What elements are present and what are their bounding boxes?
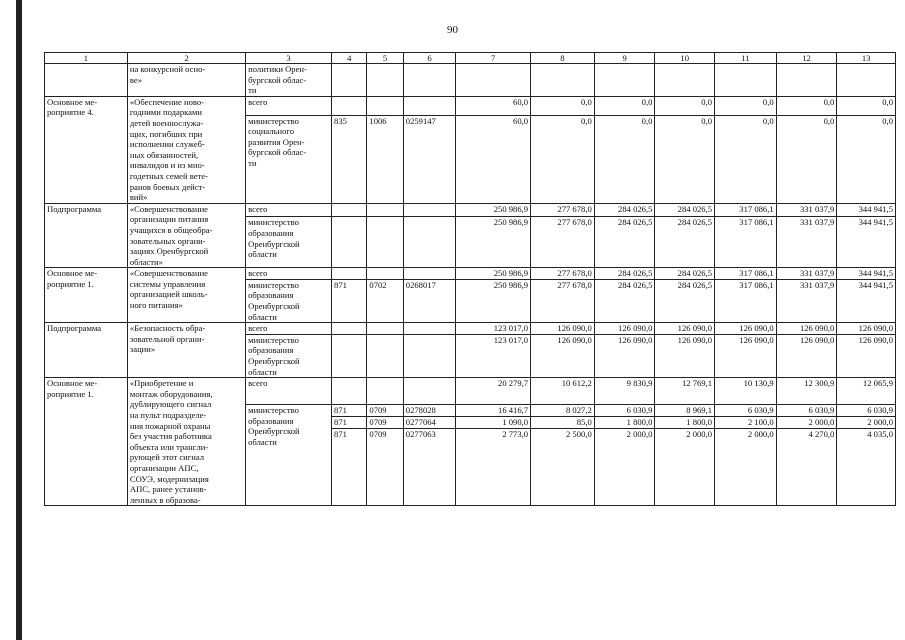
text-line: Основное ме- [47, 96, 98, 107]
sub-row-value: 0709 [367, 417, 402, 429]
text-line: Оренбургской [248, 238, 300, 249]
sub-row-value: 0277063 [405, 429, 436, 440]
total-value: 331 037,9 [776, 268, 837, 280]
sub-row-value: 6 030,9 [595, 405, 655, 417]
year-value [594, 217, 655, 268]
empty-cell [403, 323, 456, 335]
text-line: «Безопасность обра- [129, 323, 206, 334]
executor-name [246, 334, 332, 377]
sub-row-value: 871 [332, 417, 366, 429]
sub-row-value: 16 416,7 [456, 405, 530, 417]
year-value [837, 115, 896, 203]
year-value [531, 217, 595, 268]
sub-row-value: 284 026,5 [677, 279, 713, 290]
empty-cell [715, 64, 777, 97]
program-description [127, 96, 245, 203]
code-grbs [332, 334, 367, 377]
sub-row-value: 126 090,0 [739, 334, 774, 345]
text-line: области [248, 437, 277, 448]
text-line: без участия работника [129, 431, 212, 442]
program-description [127, 203, 245, 268]
year-value [776, 405, 837, 506]
year-value [715, 115, 777, 203]
text-line: ве» [129, 74, 142, 85]
text-line: монтаж оборудования, [129, 388, 213, 399]
sub-row-value: 1 800,0 [655, 417, 714, 429]
code-rzpr [367, 334, 403, 377]
year-value [655, 217, 715, 268]
program-description [127, 323, 245, 378]
empty-cell [332, 64, 367, 97]
continuation-row [45, 64, 896, 97]
total-label: всего [246, 378, 332, 405]
total-value: 277 678,0 [531, 268, 595, 280]
col-header: 12 [776, 53, 837, 64]
text-line: исполнении служеб- [129, 139, 205, 150]
year-value [837, 217, 896, 268]
total-value: 126 090,0 [531, 323, 595, 335]
col-header: 2 [127, 53, 245, 64]
empty-cell [594, 64, 655, 97]
program-description [127, 268, 245, 323]
continued-description [127, 64, 245, 97]
text-line: образования [248, 345, 294, 356]
sub-row-value: 0259147 [405, 115, 436, 126]
text-line: Оренбургской [248, 301, 300, 312]
sub-row-value: 2 000,0 [686, 429, 713, 440]
text-line: бургской облас- [248, 147, 307, 158]
text-line: ных обязанностей, [129, 149, 199, 160]
text-line: образования [248, 415, 294, 426]
text-line: щих, погибших при [129, 128, 203, 139]
year-value [776, 115, 837, 203]
program-label [45, 203, 128, 268]
year-value [776, 217, 837, 268]
text-line: министерство [248, 334, 299, 345]
total-row [45, 323, 896, 335]
year-value [655, 115, 715, 203]
total-value: 10 612,2 [531, 378, 595, 405]
sub-row-value: 284 026,5 [618, 279, 653, 290]
text-line: инвалидов и из мно- [129, 160, 205, 171]
text-line: роприятие 1. [47, 278, 94, 289]
executor-name [246, 115, 332, 203]
text-line: зовательных органи- [129, 235, 206, 246]
text-line: на пульт подразделе- [129, 410, 207, 420]
total-value: 0,0 [655, 96, 715, 115]
col-header: 11 [715, 53, 777, 64]
total-value: 317 086,1 [715, 203, 777, 217]
sub-row-value: 126 090,0 [618, 334, 653, 345]
text-line: Подпрограмма [47, 323, 102, 334]
total-value: 250 986,9 [456, 203, 531, 217]
sub-row-value: 126 090,0 [677, 334, 713, 345]
text-line: организацией школь- [129, 289, 208, 300]
program-label [45, 268, 128, 323]
sub-row-value [369, 217, 400, 228]
col-header: 5 [367, 53, 403, 64]
year-value [715, 217, 777, 268]
text-line: системы управления [129, 278, 206, 289]
year-value [837, 405, 896, 506]
total-value: 12 300,9 [776, 378, 837, 405]
total-value: 0,0 [594, 96, 655, 115]
col-header: 4 [332, 53, 367, 64]
empty-cell [655, 64, 715, 97]
sub-row-value: 2 500,0 [565, 429, 592, 440]
year-value [776, 279, 837, 322]
text-line: ного питания» [129, 300, 183, 311]
text-line: бургской облас- [248, 74, 307, 85]
total-value: 20 279,7 [456, 378, 531, 405]
code-grbs [332, 115, 367, 203]
sub-row-value: 6 030,9 [715, 405, 776, 417]
total-value: 317 086,1 [715, 268, 777, 280]
text-line: развития Орен- [248, 136, 305, 147]
text-line: организации питания [129, 214, 209, 225]
empty-cell [403, 378, 456, 405]
text-line: Основное ме- [47, 268, 98, 279]
sub-row-value: 317 086,1 [739, 217, 774, 228]
text-line: зовательной органи- [129, 333, 205, 344]
total-label: всего [246, 96, 332, 115]
total-value: 344 941,5 [837, 268, 896, 280]
col-header: 3 [246, 53, 332, 64]
total-row [45, 96, 896, 115]
year-value [594, 334, 655, 377]
sub-row-value: 0,0 [701, 115, 713, 126]
total-value: 284 026,5 [594, 203, 655, 217]
program-label [45, 96, 128, 203]
sub-row-value: 0,0 [882, 115, 893, 126]
text-line: ти [248, 85, 257, 96]
scan-edge [16, 0, 22, 640]
sub-row-value: 250 986,9 [493, 217, 529, 228]
sub-row-value: 871 [334, 279, 347, 290]
sub-row-value: 284 026,5 [618, 217, 653, 228]
empty-cell [367, 96, 403, 115]
total-row [45, 203, 896, 217]
text-line: детей военнослужа- [129, 117, 204, 128]
year-value [715, 405, 777, 506]
total-value: 277 678,0 [531, 203, 595, 217]
sub-row-value: 1 090,0 [456, 417, 530, 429]
code-grbs [332, 405, 367, 506]
total-value: 284 026,5 [655, 203, 715, 217]
col-header: 9 [594, 53, 655, 64]
empty-cell [456, 64, 531, 97]
sub-row-value: 1006 [369, 115, 387, 126]
text-line: образования [248, 290, 294, 301]
sub-row-value: 2 000,0 [626, 429, 653, 440]
label-cell [45, 64, 128, 97]
empty-cell [332, 203, 367, 217]
text-line: «Обеспечение ново- [129, 96, 205, 107]
sub-row-value: 344 941,5 [858, 217, 893, 228]
empty-cell [776, 64, 837, 97]
sub-row-value: 126 090,0 [858, 334, 893, 345]
sub-row-value [369, 335, 400, 346]
total-value: 331 037,9 [776, 203, 837, 217]
total-value: 250 986,9 [456, 268, 531, 280]
col-header: 1 [45, 53, 128, 64]
text-line: ния пожарной охраны [129, 420, 211, 431]
text-line: роприятие 4. [47, 107, 94, 118]
empty-cell [403, 96, 456, 115]
total-row [45, 378, 896, 405]
text-line: области [248, 311, 277, 322]
total-value: 284 026,5 [594, 268, 655, 280]
sub-row-value: 871 [334, 429, 347, 440]
sub-row-value: 317 086,1 [739, 279, 774, 290]
sub-row-value: 0,0 [581, 115, 592, 126]
sub-row-value: 250 986,9 [493, 279, 529, 290]
col-header: 10 [655, 53, 715, 64]
year-value [456, 115, 531, 203]
total-value: 0,0 [837, 96, 896, 115]
budget-table [44, 52, 896, 506]
text-line: «Совершенствование [129, 203, 208, 214]
continued-executor [246, 64, 332, 97]
total-value: 0,0 [776, 96, 837, 115]
text-line: АПС, ранее установ- [129, 484, 207, 495]
col-header: 7 [456, 53, 531, 64]
text-line: министерство [248, 217, 299, 228]
empty-cell [837, 64, 896, 97]
total-value: 126 090,0 [655, 323, 715, 335]
sub-row-value: 835 [334, 115, 347, 126]
code-csr [403, 279, 456, 322]
empty-cell [367, 323, 403, 335]
text-line: министерство [248, 405, 299, 416]
text-line: министерство [248, 279, 299, 290]
col-header: 13 [837, 53, 896, 64]
total-value: 12 769,1 [655, 378, 715, 405]
sub-row-value: 60,0 [513, 115, 529, 126]
sub-row-value: 6 030,9 [777, 405, 837, 417]
sub-row-value: 0268017 [405, 279, 436, 290]
col-header: 8 [531, 53, 595, 64]
text-line: зациях Оренбургской [129, 246, 209, 257]
sub-row-value: 0,0 [762, 115, 774, 126]
sub-row-value: 344 941,5 [858, 279, 893, 290]
text-line: ленных в образова- [129, 494, 201, 505]
sub-row-value: 8 027,2 [531, 405, 594, 417]
text-line: области [248, 366, 277, 377]
sub-row-value: 0702 [369, 279, 387, 290]
year-value [655, 405, 715, 506]
year-value [531, 279, 595, 322]
year-value [655, 279, 715, 322]
sub-row-value: 0,0 [641, 115, 653, 126]
total-label: всего [246, 323, 332, 335]
year-value [776, 334, 837, 377]
program-label [45, 323, 128, 378]
text-line: на конкурсной осно- [129, 64, 206, 74]
total-value: 123 017,0 [456, 323, 531, 335]
total-value: 284 026,5 [655, 268, 715, 280]
sub-row-value: 0277064 [404, 417, 456, 429]
sub-row-value [406, 217, 454, 228]
sub-row-value: 0709 [367, 405, 402, 417]
sub-row-value: 4 035,0 [867, 429, 893, 440]
sub-row-value: 871 [332, 405, 366, 417]
total-label: всего [246, 203, 332, 217]
sub-row-value: 126 090,0 [557, 334, 592, 345]
sub-row-value [334, 335, 364, 346]
text-line: дублирующего сигнал [129, 399, 212, 410]
sub-row-value: 126 090,0 [799, 334, 835, 345]
empty-cell [367, 203, 403, 217]
executor-name [246, 217, 332, 268]
empty-cell [403, 64, 456, 97]
sub-row-value: 0278028 [404, 405, 456, 417]
year-value [531, 405, 595, 506]
sub-row-value: 1 800,0 [595, 417, 655, 429]
sub-row-value: 2 100,0 [715, 417, 776, 429]
empty-cell [367, 268, 403, 280]
code-rzpr [367, 405, 403, 506]
empty-cell [403, 203, 456, 217]
text-line: годетных семей вете- [129, 170, 208, 181]
empty-cell [367, 378, 403, 405]
code-rzpr [367, 115, 403, 203]
sub-row-value: 331 037,9 [799, 279, 835, 290]
empty-cell [332, 323, 367, 335]
header-row [45, 53, 896, 64]
text-line: организации АПС, [129, 462, 199, 473]
year-value [594, 405, 655, 506]
sub-row-value [406, 335, 454, 346]
year-value [456, 279, 531, 322]
sub-row-value: 8 969,1 [655, 405, 714, 417]
col-header: 6 [403, 53, 456, 64]
year-value [715, 334, 777, 377]
sub-row-value: 331 037,9 [799, 217, 835, 228]
total-value: 126 090,0 [837, 323, 896, 335]
code-rzpr [367, 217, 403, 268]
empty-cell [332, 96, 367, 115]
text-line: рующей этот сигнал [129, 452, 205, 463]
code-grbs [332, 279, 367, 322]
text-line: годними подарками [129, 107, 203, 118]
year-value [837, 279, 896, 322]
sub-row-value: 2 773,0 [502, 429, 529, 440]
year-value [715, 279, 777, 322]
page-number: 90 [447, 24, 458, 36]
text-line: Оренбургской [248, 356, 300, 367]
sub-row-value: 6 030,9 [837, 405, 895, 417]
year-value [594, 279, 655, 322]
program-description [127, 378, 245, 506]
text-line: вий» [129, 192, 148, 203]
text-line: учащихся в общеобра- [129, 224, 213, 235]
total-label: всего [246, 268, 332, 280]
year-value [456, 405, 531, 506]
sub-row-value: 277 678,0 [557, 279, 592, 290]
year-value [456, 217, 531, 268]
text-line: образования [248, 227, 294, 238]
year-value [837, 334, 896, 377]
sub-row-value: 2 000,0 [747, 429, 774, 440]
year-value [456, 334, 531, 377]
year-value [594, 115, 655, 203]
empty-cell [403, 268, 456, 280]
total-value: 0,0 [715, 96, 777, 115]
executor-name [246, 405, 332, 506]
empty-cell [332, 378, 367, 405]
text-line: министерство [248, 115, 299, 126]
total-value: 126 090,0 [594, 323, 655, 335]
code-csr [403, 217, 456, 268]
total-row [45, 268, 896, 280]
empty-cell [367, 64, 403, 97]
total-value: 9 830,9 [594, 378, 655, 405]
text-line: социального [248, 126, 295, 137]
sub-row-value: 0,0 [823, 115, 835, 126]
total-value: 12 065,9 [837, 378, 896, 405]
total-value: 126 090,0 [776, 323, 837, 335]
sub-row-value: 277 678,0 [557, 217, 592, 228]
sub-row-value: 0709 [369, 429, 387, 440]
text-line: зации» [129, 344, 156, 355]
total-value: 344 941,5 [837, 203, 896, 217]
text-line: области [248, 249, 277, 260]
sub-row-value: 284 026,5 [677, 217, 713, 228]
executor-name [246, 279, 332, 322]
text-line: Оренбургской [248, 426, 300, 437]
total-value: 10 130,9 [715, 378, 777, 405]
text-line: Основное ме- [47, 378, 98, 389]
text-line: политики Орен- [248, 64, 307, 74]
program-label [45, 378, 128, 506]
sub-row-value: 2 000,0 [837, 417, 895, 429]
code-rzpr [367, 279, 403, 322]
code-csr [403, 115, 456, 203]
code-csr [403, 334, 456, 377]
year-value [531, 334, 595, 377]
year-value [531, 115, 595, 203]
year-value [655, 334, 715, 377]
text-line: «Приобретение и [129, 378, 194, 389]
sub-row-value [334, 217, 364, 228]
empty-cell [332, 268, 367, 280]
total-value: 126 090,0 [715, 323, 777, 335]
text-line: роприятие 1. [47, 388, 94, 399]
text-line: ранов боевых дейст- [129, 181, 206, 192]
text-line: области» [129, 256, 163, 267]
sub-row-value: 4 270,0 [808, 429, 835, 440]
sub-row-value: 85,0 [531, 417, 594, 429]
code-grbs [332, 217, 367, 268]
sub-row-value: 2 000,0 [777, 417, 837, 429]
code-csr [403, 405, 456, 506]
text-line: «Совершенствование [129, 268, 208, 279]
empty-cell [531, 64, 595, 97]
text-line: СОУЭ, модернизация [129, 473, 209, 484]
total-value: 0,0 [531, 96, 595, 115]
sub-row-value: 123 017,0 [493, 334, 529, 345]
total-value: 60,0 [456, 96, 531, 115]
text-line: Подпрограмма [47, 203, 102, 214]
text-line: ти [248, 158, 257, 169]
text-line: объекта или трансли- [129, 441, 209, 452]
